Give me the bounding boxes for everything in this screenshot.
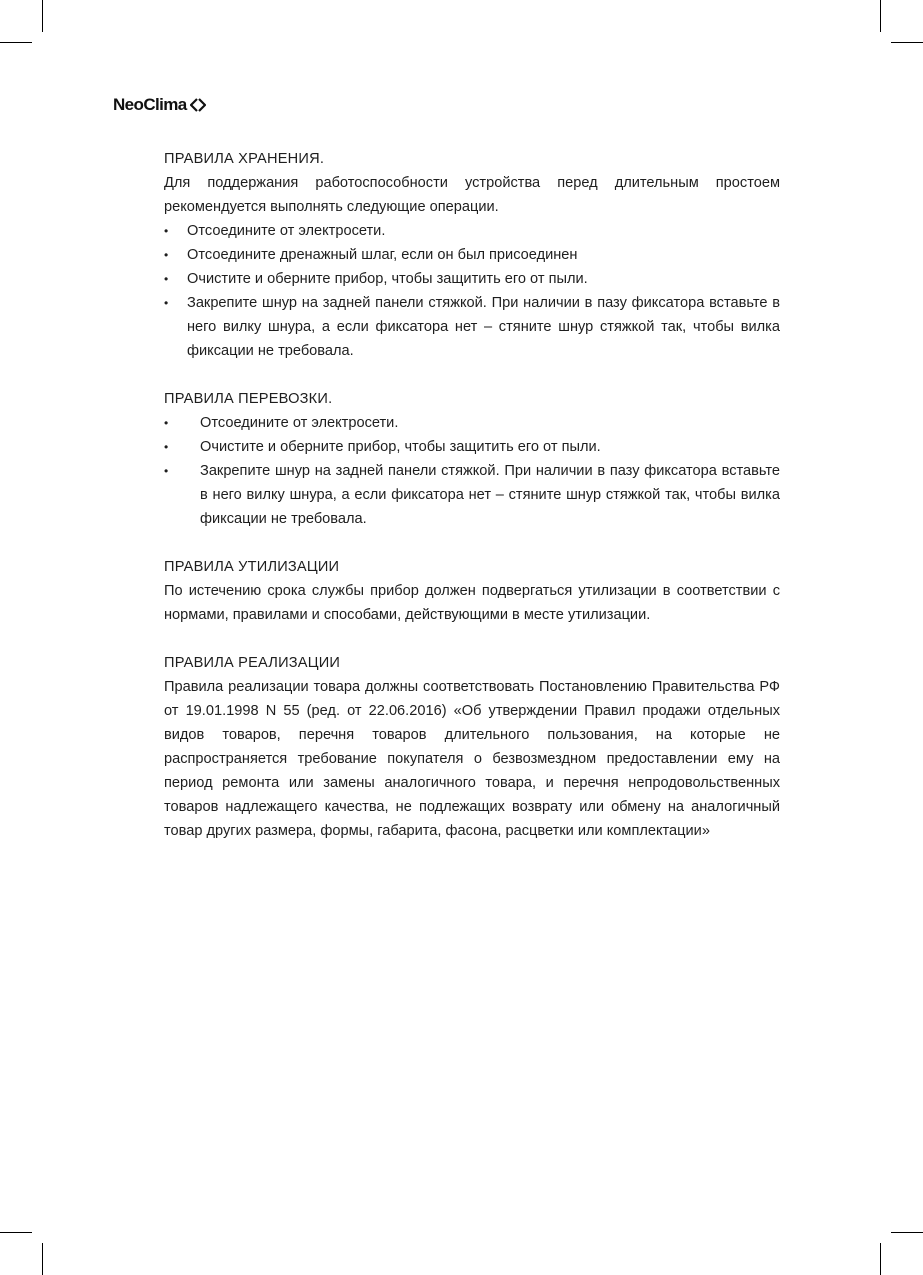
list-item xyxy=(164,291,780,363)
list-item-text: Очистите и оберните прибор, чтобы защитить его от пыли. xyxy=(187,271,588,287)
bullet-icon: • xyxy=(164,440,169,454)
document-body xyxy=(164,147,780,867)
bullet-icon: • xyxy=(164,296,169,310)
list-item-text: Отсоедините дренажный шлаг, если он был присоединен xyxy=(187,247,578,263)
crop-mark-top-left-horizontal xyxy=(0,42,32,43)
brand-logo xyxy=(113,95,206,115)
list-item-text: Закрепите шнур на задней панели стяжкой. При наличии в пазу фиксатора вставьте в него вилку шнура, а если фиксатора нет – стяните шнур стяжкой так, чтобы вилка фиксации не требовала. xyxy=(187,295,780,359)
bullet-list xyxy=(164,411,780,531)
list-item xyxy=(164,459,780,531)
list-item xyxy=(164,411,780,435)
crop-mark-top-right-vertical xyxy=(880,0,881,32)
crop-mark-bottom-right-vertical xyxy=(880,1243,881,1275)
section-intro: Для поддержания работоспособности устройства перед длительным простоем рекомендуется выполнять следующие операции. xyxy=(164,175,780,215)
list-item xyxy=(164,219,780,243)
section-disposal xyxy=(164,555,780,627)
list-item-text: Отсоедините от электросети. xyxy=(187,223,386,239)
section-heading: ПРАВИЛА РЕАЛИЗАЦИИ xyxy=(164,655,341,671)
list-item-text: Отсоедините от электросети. xyxy=(200,415,399,431)
bullet-icon: • xyxy=(164,248,169,262)
section-sale xyxy=(164,651,780,843)
list-item-text: Очистите и оберните прибор, чтобы защитить его от пыли. xyxy=(200,439,601,455)
list-item xyxy=(164,243,780,267)
list-item-text: Закрепите шнур на задней панели стяжкой. При наличии в пазу фиксатора вставьте в него вилку шнура, а если фиксатора нет – стяните шнур стяжкой так, чтобы вилка фиксации не требовала. xyxy=(200,463,780,527)
crop-mark-top-left-vertical xyxy=(42,0,43,32)
list-item xyxy=(164,267,780,291)
crop-mark-bottom-right-horizontal xyxy=(891,1232,923,1233)
diamond-arrows-icon xyxy=(190,98,206,112)
section-heading: ПРАВИЛА ХРАНЕНИЯ. xyxy=(164,151,325,167)
section-transport xyxy=(164,387,780,531)
section-heading: ПРАВИЛА ПЕРЕВОЗКИ. xyxy=(164,391,333,407)
crop-mark-bottom-left-vertical xyxy=(42,1243,43,1275)
section-text: По истечению срока службы прибор должен подвергаться утилизации в соответствии с нормами, правилами и способами, действующими в месте утилизации. xyxy=(164,583,780,623)
crop-mark-top-right-horizontal xyxy=(891,42,923,43)
list-item xyxy=(164,435,780,459)
bullet-list xyxy=(164,219,780,363)
brand-name: NeoClima xyxy=(113,95,187,114)
section-heading: ПРАВИЛА УТИЛИЗАЦИИ xyxy=(164,559,340,575)
bullet-icon: • xyxy=(164,272,169,286)
bullet-icon: • xyxy=(164,416,169,430)
bullet-icon: • xyxy=(164,224,169,238)
section-storage xyxy=(164,147,780,363)
section-text: Правила реализации товара должны соответствовать Постановлению Правительства РФ от 19.01.1998 N 55 (ред. от 22.06.2016) «Об утверждении Правил продажи отдельных видов товаров, перечня товаров длительного пользования, на которые не распространяется требование покупателя о безвозмездном предоставлении ему на период ремонта или замены аналогичного товара, и перечня непродовольственных товаров надлежащего качества, не подлежащих возврату или обмену на аналогичный товар других размера, формы, габарита, фасона, расцветки или комплектации» xyxy=(164,679,780,839)
bullet-icon: • xyxy=(164,464,169,478)
crop-mark-bottom-left-horizontal xyxy=(0,1232,32,1233)
